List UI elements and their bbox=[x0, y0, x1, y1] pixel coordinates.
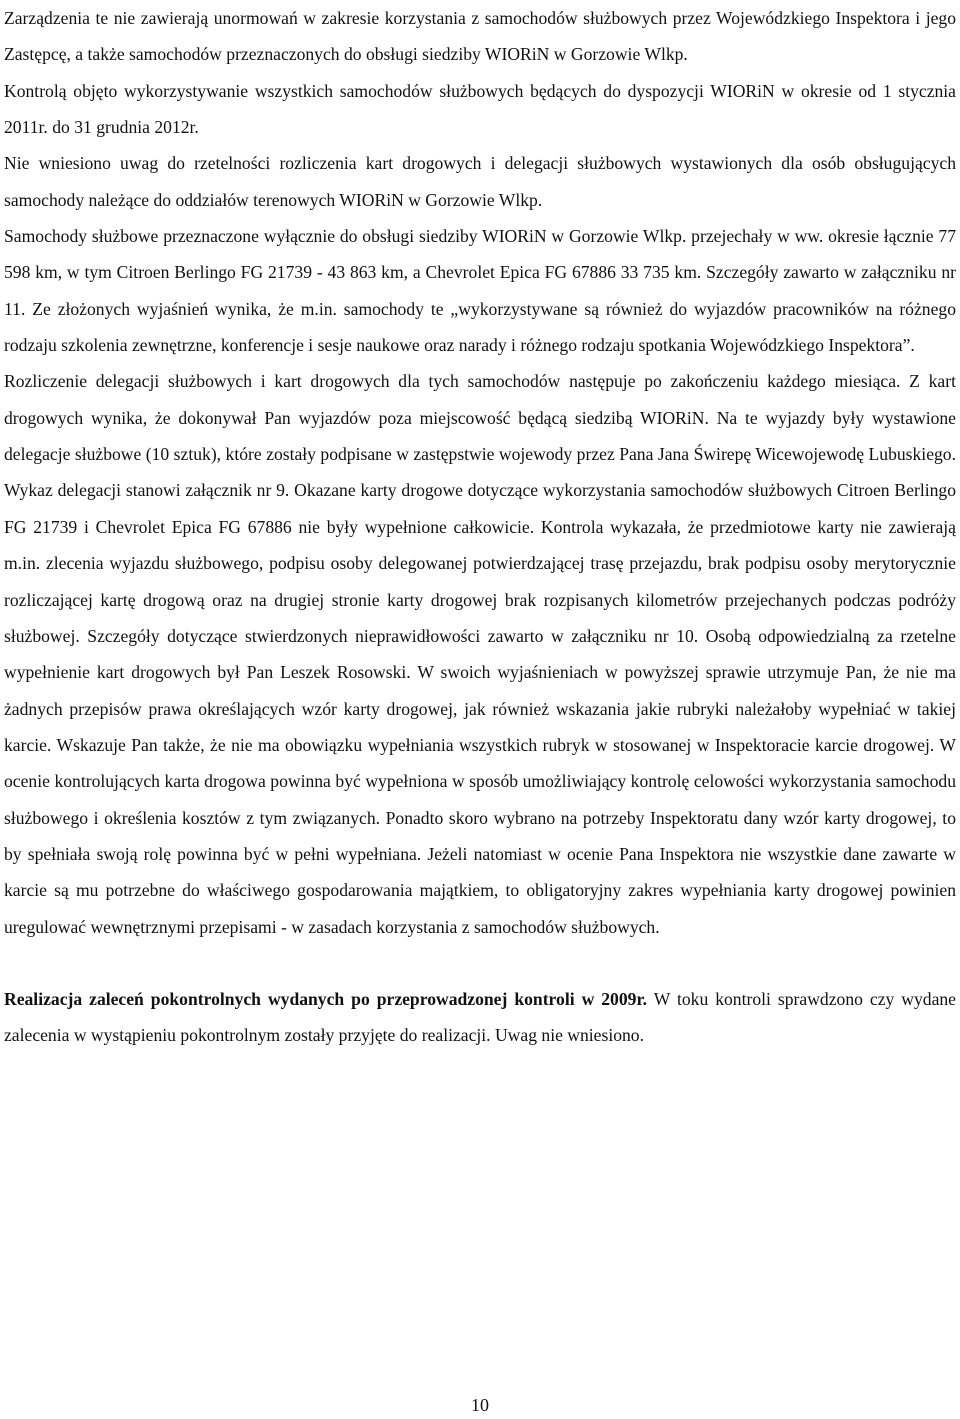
paragraph-spacer bbox=[4, 945, 956, 981]
paragraph-mileage: Samochody służbowe przeznaczone wyłącznie do obsługi siedziby WIORiN w Gorzowie Wlkp. przejechały w ww. okresie łącznie 77 598 km, w tym Citroen Berlingo FG 21739 - 43 863 km, a Chevrolet Epica FG 67886 33 735 km. Szczegóły zawarto w załączniku nr 11. Ze złożonych wyjaśnień wynika, że m.in. samochody te „wykorzystywane są również do wyjazdów pracowników na różnego rodzaju szkolenia zewnętrzne, konferencje i sesje naukowe oraz narady i różnego rodzaju spotkania Wojewódzkiego Inspektora”. bbox=[4, 226, 956, 356]
paragraph-regulations: Zarządzenia te nie zawierają unormowań w zakresie korzystania z samochodów służbowych przez Wojewódzkiego Inspektora i jego Zastępcę, a także samochodów przeznaczonych do obsługi siedziby WIORiN w Gorzowie Wlkp. bbox=[4, 8, 956, 65]
recommendations-heading: Realizacja zaleceń pokontrolnych wydanych po przeprowadzonej kontroli w 2009r. bbox=[4, 988, 648, 1009]
page-number: 10 bbox=[471, 1395, 489, 1415]
recommendations-text: W toku kontroli sprawdzono czy wydane zalecenia w wystąpieniu pokontrolnym zostały przyjęte do realizacji. Uwag nie wniesiono. bbox=[4, 988, 956, 1046]
paragraph-findings: Rozliczenie delegacji służbowych i kart drogowych dla tych samochodów następuje po zakończeniu każdego miesiąca. Z kart drogowych wynika, że dokonywał Pan wyjazdów poza miejscowość będącą siedzibą WIORiN. Na te wyjazdy były wystawione delegacje służbowe (10 sztuk), które zostały podpisane w zastępstwie wojewody przez Pana Jana Świrepę Wicewojewodę Lubuskiego. Wykaz delegacji stanowi załącznik nr 9. Okazane karty drogowe dotyczące wykorzystania samochodów służbowych Citroen Berlingo FG 21739 i Chevrolet Epica FG 67886 nie były wypełnione całkowicie. Kontrola wykazała, że przedmiotowe karty nie zawierają m.in. zlecenia wyjazdu służbowego, podpisu osoby delegowanej potwierdzającej trasę przejazdu, brak podpisu osoby merytorycznie rozliczającej kartę drogową oraz na drugiej stronie karty drogowej brak rozpisanych kilometrów przejechanych podczas podróży służbowej. Szczegóły dotyczące stwierdzonych nieprawidłowości zawarto w załączniku nr 10. Osobą odpowiedzialną za rzetelne wypełnienie kart drogowych był Pan Leszek Rosowski. W swoich wyjaśnieniach w powyższej sprawie utrzymuje Pan, że nie ma żadnych przepisów prawa określających wzór karty drogowej, jak również wskazania jakie rubryki należałoby wypełniać w takiej karcie. Wskazuje Pan także, że nie ma obowiązku wypełniania wszystkich rubryk w stosowanej w Inspektoracie karcie drogowej. W ocenie kontrolujących karta drogowa powinna być wypełniona w sposób umożliwiający kontrolę celowości wykorzystania samochodu służbowego i określenia kosztów z tym związanych. Ponadto skoro wybrano na potrzeby Inspektoratu dany wzór karty drogowej, to by spełniała swoją rolę powinna być w pełni wypełniana. Jeżeli natomiast w ocenie Pana Inspektora nie wszystkie dane zawarte w karcie są mu potrzebne do właściwego gospodarowania majątkiem, to obligatoryjny zakres wypełniania karty drogowej powinien uregulować wewnętrznymi przepisami - w zasadach korzystania z samochodów służbowych. bbox=[4, 371, 956, 937]
paragraph-recommendations bbox=[4, 981, 956, 1054]
document-body bbox=[4, 0, 956, 1054]
paragraph-scope: Kontrolą objęto wykorzystywanie wszystkich samochodów służbowych będących do dyspozycji WIORiN w okresie od 1 stycznia 2011r. do 31 grudnia 2012r. bbox=[4, 80, 956, 138]
paragraph-settlement: Nie wniesiono uwag do rzetelności rozliczenia kart drogowych i delegacji służbowych wystawionych dla osób obsługujących samochody należące do oddziałów terenowych WIORiN w Gorzowie Wlkp. bbox=[4, 153, 956, 210]
